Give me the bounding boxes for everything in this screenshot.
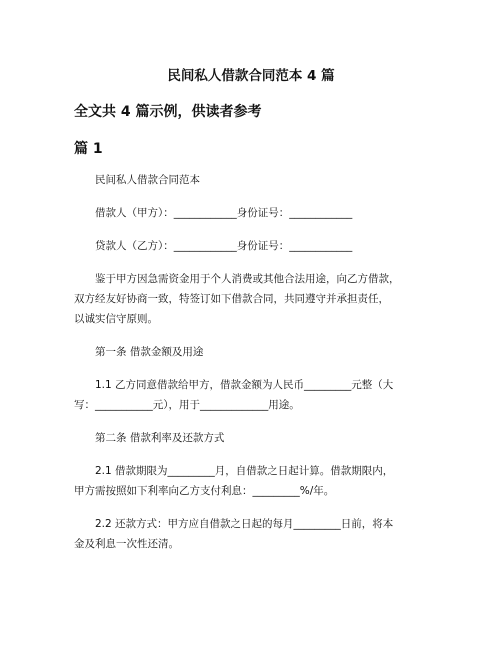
clause-2-1	[74, 461, 438, 501]
clause-1-1	[74, 375, 438, 415]
section-heading: 篇 1	[74, 141, 103, 157]
intro-heading: 全文共 4 篇示例，供读者参考	[74, 104, 262, 120]
document-body	[74, 170, 438, 567]
clause-2-2	[74, 514, 438, 554]
paragraph-line: 以诚实信守原则。	[74, 313, 158, 325]
paragraph-line: 写：___________元），用于_____________用途。	[74, 399, 300, 411]
paragraph-line: 双方经友好协商一致，特签订如下借款合同，共同遵守并承担责任，	[74, 293, 389, 305]
paragraph-line: 借款人（甲方）：____________身份证号：____________	[95, 207, 353, 219]
paragraph-line: 鉴于甲方因急需资金用于个人消费或其他合法用途，向乙方借款，	[95, 273, 400, 285]
document-title: 民间私人借款合同范本 4 篇	[167, 68, 335, 84]
paragraph-line: 金及利息一次性还清。	[74, 538, 179, 550]
article-1-heading	[74, 342, 438, 362]
paragraph-line: 第一条 借款金额及用途	[95, 346, 204, 358]
paragraph-line: 1.1 乙方同意借款给甲方，借款金额为人民币_________元整（大	[95, 379, 394, 391]
paragraph-line: 民间私人借款合同范本	[95, 174, 200, 186]
preamble-paragraph	[74, 269, 438, 329]
article-2-heading	[74, 428, 438, 448]
paragraph-line: 2.2 还款方式：甲方应自借款之日起的每月_________日前，将本	[95, 518, 394, 530]
contract-subtitle	[74, 170, 438, 190]
paragraph-line: 贷款人（乙方）：____________身份证号：____________	[95, 240, 353, 252]
paragraph-line: 第二条 借款利率及还款方式	[95, 432, 225, 444]
lender-line	[74, 236, 438, 256]
borrower-line	[74, 203, 438, 223]
paragraph-line: 2.1 借款期限为_________月，自借款之日起计算。借款期限内，	[95, 465, 394, 477]
paragraph-line: 甲方需按照如下利率向乙方支付利息：_________%/年。	[74, 485, 335, 497]
